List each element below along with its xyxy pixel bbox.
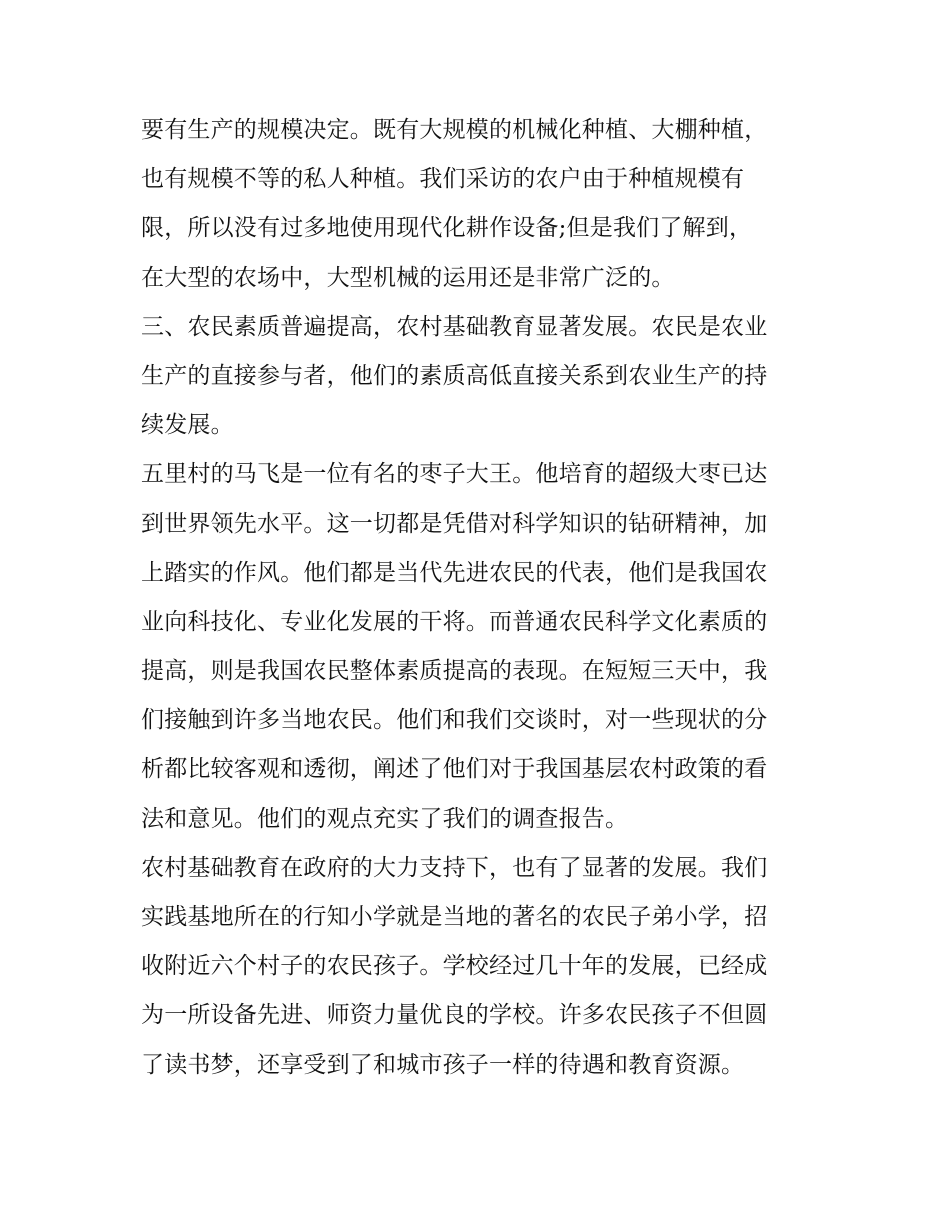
text-line: 五里村的马飞是一位有名的枣子大王。他培育的超级大枣已达 bbox=[141, 461, 768, 488]
text-line: 限，所以没有过多地使用现代化耕作设备;但是我们了解到， bbox=[141, 215, 753, 242]
text-line: 实践基地所在的行知小学就是当地的著名的农民子弟小学，招 bbox=[141, 904, 768, 930]
text-line: 业向科技化、专业化发展的干将。而普通农民科学文化素质的 bbox=[141, 608, 768, 635]
document-body bbox=[141, 106, 821, 1090]
text-line: 为一所设备先进、师资力量优良的学校。许多农民孩子不但圆 bbox=[141, 1002, 768, 1029]
text-line: 要有生产的规模决定。既有大规模的机械化种植、大棚种植， bbox=[141, 117, 768, 143]
text-line: 提高，则是我国农民整体素质提高的表现。在短短三天中，我 bbox=[141, 658, 768, 685]
text-line: 们接触到许多当地农民。他们和我们交谈时，对一些现状的分 bbox=[141, 707, 768, 734]
text-line: 也有规模不等的私人种植。我们采访的农户由于种植规模有 bbox=[141, 166, 745, 193]
text-line: 析都比较客观和透彻，阐述了他们对于我国基层农村政策的看 bbox=[141, 756, 768, 783]
text-line: 生产的直接参与者，他们的素质高低直接关系到农业生产的持 bbox=[141, 362, 768, 389]
text-line: 续发展。 bbox=[141, 412, 234, 439]
text-line: 法和意见。他们的观点充实了我们的调查报告。 bbox=[141, 805, 629, 832]
text-line: 了读书梦，还享受到了和城市孩子一样的待遇和教育资源。 bbox=[141, 1051, 745, 1078]
text-line: 在大型的农场中，大型机械的运用还是非常广泛的。 bbox=[141, 264, 675, 291]
text-line: 到世界领先水平。这一切都是凭借对科学知识的钻研精神，加 bbox=[141, 510, 768, 537]
text-line: 收附近六个村子的农民孩子。学校经过几十年的发展，已经成 bbox=[141, 953, 768, 980]
text-line: 农村基础教育在政府的大力支持下，也有了显著的发展。我们 bbox=[141, 854, 768, 881]
text-line: 上踏实的作风。他们都是当代先进农民的代表，他们是我国农 bbox=[141, 559, 768, 586]
text-line: 三、农民素质普遍提高，农村基础教育显著发展。农民是农业 bbox=[141, 313, 768, 340]
